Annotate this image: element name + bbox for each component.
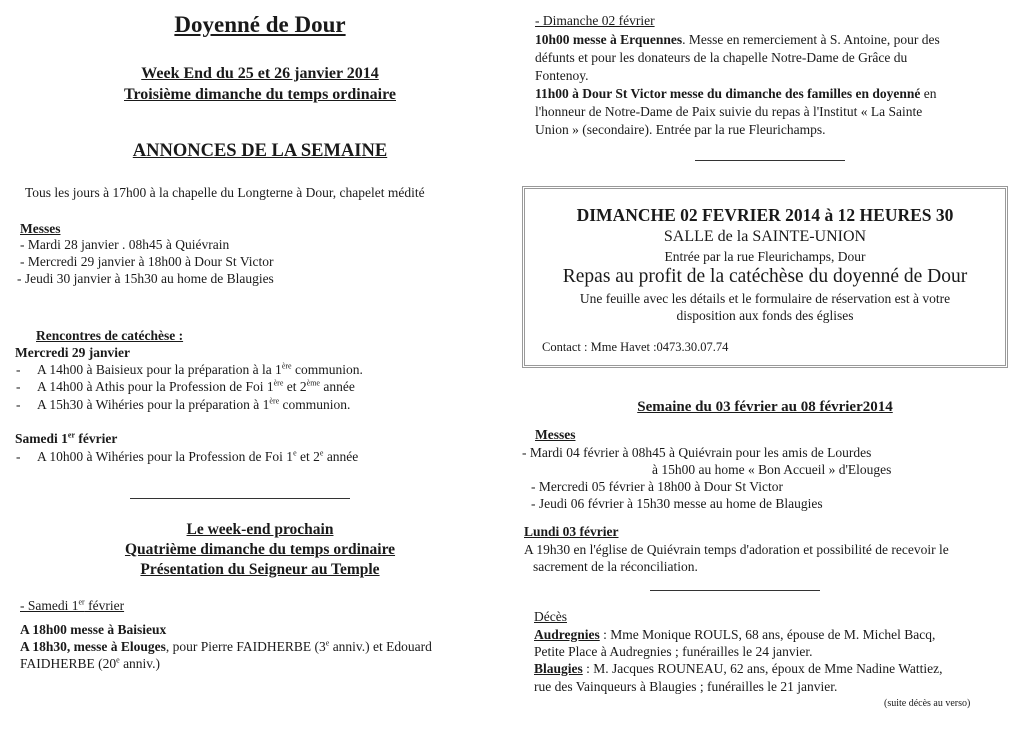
lundi-line-2: sacrement de la réconciliation. [533,559,698,574]
sat-heading: Samedi 1er février [15,430,118,446]
list-item: - Mercredi 29 janvier à 18h00 à Dour St Victor [20,254,274,269]
list-item: - Jeudi 30 janvier à 15h30 au home de Blaugies [17,271,274,286]
dim-heading: - Dimanche 02 février [535,13,655,28]
weekend-subtitle: Troisième dimanche du temps ordinaire [124,86,396,103]
divider [130,498,350,499]
box-feuille-2: disposition aux fonds des églises [676,308,854,323]
list-item: à 15h00 au home « Bon Accueil » d'Elouges [652,462,892,477]
list-item: - A 14h00 à Athis pour la Profession de Foi 1ère et 2ème année [16,378,355,394]
next-title: Le week-end prochain [186,521,334,538]
annonces-title: ANNONCES DE LA SEMAINE [132,141,388,161]
next-sat-heading: - Samedi 1er février [20,597,125,613]
list-item: - Mardi 28 janvier . 08h45 à Quiévrain [20,237,230,252]
page-title: Doyenné de Dour [174,12,346,37]
deces-audregnies-2: Petite Place à Audregnies ; funérailles le 24 janvier. [534,644,813,659]
deces-blaugies-1: Blaugies : M. Jacques ROUNEAU, 62 ans, époux de Mme Nadine Wattiez, [534,661,943,676]
list-item: - A 14h00 à Baisieux pour la préparation à la 1ère communion. [16,361,363,377]
para-erquennes-2: défunts et pour les donateurs de la chapelle Notre-Dame de Grâce du [535,50,908,65]
para-dour-1: 11h00 à Dour St Victor messe du dimanche des familles en doyenné en [535,86,937,101]
list-item: - Mardi 04 février à 08h45 à Quiévrain pour les amis de Lourdes [522,445,872,460]
next-line-3: FAIDHERBE (20e anniv.) [20,655,161,671]
next-subtitle: Quatrième dimanche du temps ordinaire [124,541,396,558]
lundi-line-1: A 19h30 en l'église de Quiévrain temps d'adoration et possibilité de recevoir le [524,542,949,557]
daily-note: Tous les jours à 17h00 à la chapelle du Longterne à Dour, chapelet médité [25,185,425,200]
box-contact: Contact : Mme Havet :0473.30.07.74 [542,340,729,354]
box-title: DIMANCHE 02 FEVRIER 2014 à 12 HEURES 30 [576,205,954,225]
deces-heading: Décès [534,609,567,624]
list-item: - A 15h30 à Wihéries pour la préparation à 1ère communion. [16,396,351,412]
para-erquennes-1: 10h00 messe à Erquennes. Messe en remerciement à S. Antoine, pour des [535,32,940,47]
box-feuille-1: Une feuille avec les détails et le formulaire de réservation est à votre [579,291,951,306]
next-subtitle-2: Présentation du Seigneur au Temple [140,561,380,578]
list-item: - Jeudi 06 février à 15h30 messe au home de Blaugies [531,496,823,511]
para-dour-2: l'honneur de Notre-Dame de Paix suivie du repas à l'Institut « La Sainte [535,104,923,119]
catechese-heading: Rencontres de catéchèse : [36,328,184,343]
lundi-heading: Lundi 03 février [524,524,619,539]
box-repas: Repas au profit de la catéchèse du doyenné de Dour [562,266,968,287]
divider [650,590,820,591]
semaine-title: Semaine du 03 février au 08 février2014 [637,399,893,415]
deces-audregnies-1: Audregnies : Mme Monique ROULS, 68 ans, épouse de M. Michel Bacq, [534,627,936,642]
deces-blaugies-2: rue des Vainqueurs à Blaugies ; funérailles le 21 janvier. [534,679,838,694]
wed-heading: Mercredi 29 janvier [15,345,130,360]
next-line-2: A 18h30, messe à Elouges, pour Pierre FAIDHERBE (3e anniv.) et Edouard [20,638,432,654]
box-salle: SALLE de la SAINTE-UNION [663,228,867,245]
messes-heading: Messes [20,221,61,236]
list-item: - Mercredi 05 février à 18h00 à Dour St Victor [531,479,783,494]
suite-note: (suite décès au verso) [884,698,971,709]
weekend-title: Week End du 25 et 26 janvier 2014 [141,65,379,82]
next-line-1: A 18h00 messe à Baisieux [20,622,167,637]
divider [695,160,845,161]
box-entree: Entrée par la rue Fleurichamps, Dour [664,249,866,264]
para-dour-3: Union » (secondaire). Entrée par la rue Fleurichamps. [535,122,826,137]
messes-heading-right: Messes [535,427,576,442]
list-item: - A 10h00 à Wihéries pour la Profession de Foi 1e et 2e année [16,448,359,464]
para-erquennes-3: Fontenoy. [535,68,589,83]
